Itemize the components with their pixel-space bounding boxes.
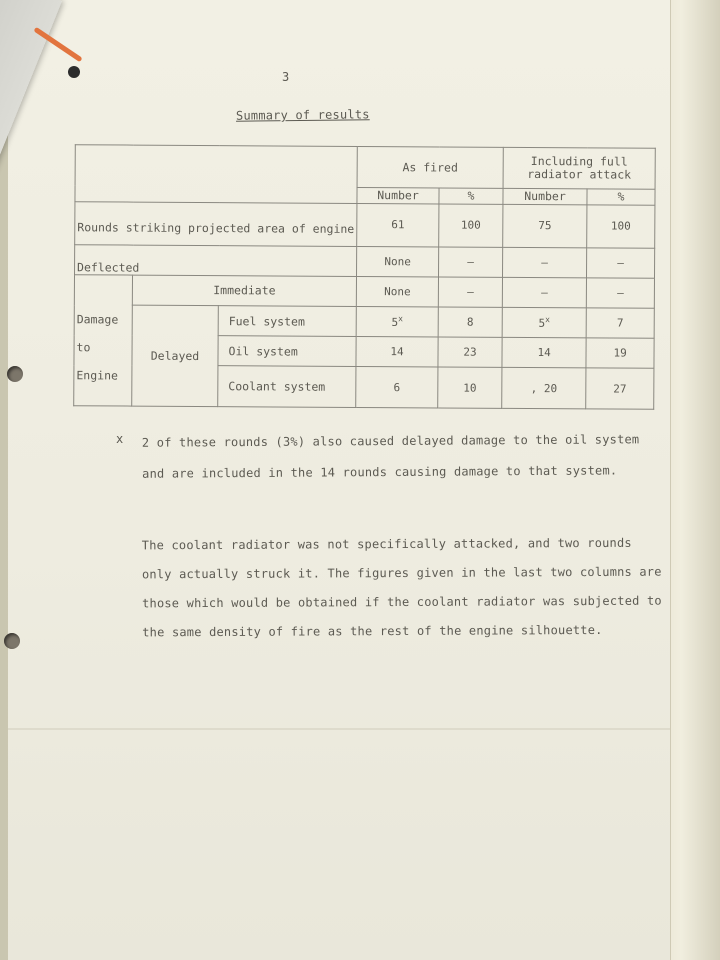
footnote-text: 2 of these rounds (3%) also caused delayed damage to the oil system and are included in the 14 rounds causing damage to that system. bbox=[141, 432, 640, 481]
table-cell: 10 bbox=[438, 367, 502, 408]
row-label-coolant-system: Coolant system bbox=[218, 366, 356, 408]
empty-corner-cell bbox=[75, 145, 357, 204]
header-percent: % bbox=[439, 188, 503, 205]
header-full-radiator: Including full radiator attack bbox=[503, 147, 655, 189]
page-fold-line bbox=[8, 728, 670, 730]
table-cell: None bbox=[356, 276, 438, 307]
header-percent: % bbox=[587, 189, 655, 206]
header-number: Number bbox=[503, 188, 587, 205]
header-as-fired: As fired bbox=[357, 146, 503, 188]
cell-value: 5 bbox=[391, 316, 399, 330]
page-title: Summary of results bbox=[235, 107, 370, 123]
table-cell: 8 bbox=[438, 307, 502, 337]
table-row bbox=[74, 305, 654, 339]
row-label-immediate: Immediate bbox=[132, 275, 356, 306]
table-cell bbox=[502, 307, 586, 338]
table-header-row bbox=[75, 145, 655, 189]
page-number: 3 bbox=[282, 70, 290, 84]
table-cell: – bbox=[438, 277, 502, 307]
table-cell: 23 bbox=[438, 337, 502, 367]
cell-value: 5 bbox=[538, 316, 546, 330]
footnote-marker: x bbox=[398, 314, 404, 324]
damage-label-line: Damage bbox=[76, 312, 119, 327]
damage-label-line: to bbox=[76, 340, 91, 355]
table-cell: 61 bbox=[357, 203, 439, 246]
damage-label-line: Engine bbox=[76, 368, 118, 383]
damage-to-engine-label bbox=[74, 275, 133, 406]
row-label-rounds-striking: Rounds striking projected area of engine bbox=[75, 202, 357, 247]
table-cell: 14 bbox=[502, 337, 586, 368]
row-group-delayed: Delayed bbox=[132, 305, 219, 407]
table-cell: – bbox=[503, 247, 587, 278]
body-paragraph: The coolant radiator was not specifically attacked, and two rounds only actually struck it. The figures given in the last two columns are those which would be obtained if the coolant radiator was subjected to the same density of fire as the rest of the engine silhouette. bbox=[141, 535, 662, 640]
row-label-oil-system: Oil system bbox=[218, 336, 356, 367]
table-cell: – bbox=[587, 248, 655, 278]
table-row bbox=[75, 245, 655, 279]
table-cell: , 20 bbox=[502, 367, 586, 408]
table-cell: 27 bbox=[586, 368, 654, 409]
row-label-fuel-system: Fuel system bbox=[218, 306, 356, 337]
table-row bbox=[74, 275, 654, 309]
table-cell: 19 bbox=[586, 338, 654, 368]
table-cell: – bbox=[502, 277, 586, 308]
punch-hole bbox=[4, 633, 20, 649]
table-cell: 100 bbox=[439, 204, 503, 247]
table-cell: 75 bbox=[503, 204, 587, 247]
table-cell: None bbox=[357, 246, 439, 277]
table-cell: – bbox=[586, 278, 654, 308]
table-cell bbox=[356, 306, 438, 337]
tag-eyelet bbox=[68, 66, 80, 78]
table-cell: 14 bbox=[356, 337, 438, 368]
table-cell: 6 bbox=[356, 367, 438, 408]
table-cell: 7 bbox=[586, 308, 654, 338]
table-row bbox=[75, 202, 655, 248]
punch-hole bbox=[7, 366, 23, 382]
table-cell: 100 bbox=[587, 205, 655, 248]
footnote-marker: x bbox=[116, 432, 124, 446]
footnote-marker: x bbox=[545, 315, 551, 325]
header-number: Number bbox=[357, 187, 439, 204]
table-cell: – bbox=[439, 247, 503, 277]
results-table bbox=[73, 144, 656, 410]
row-label-deflected: Deflected bbox=[75, 245, 357, 277]
